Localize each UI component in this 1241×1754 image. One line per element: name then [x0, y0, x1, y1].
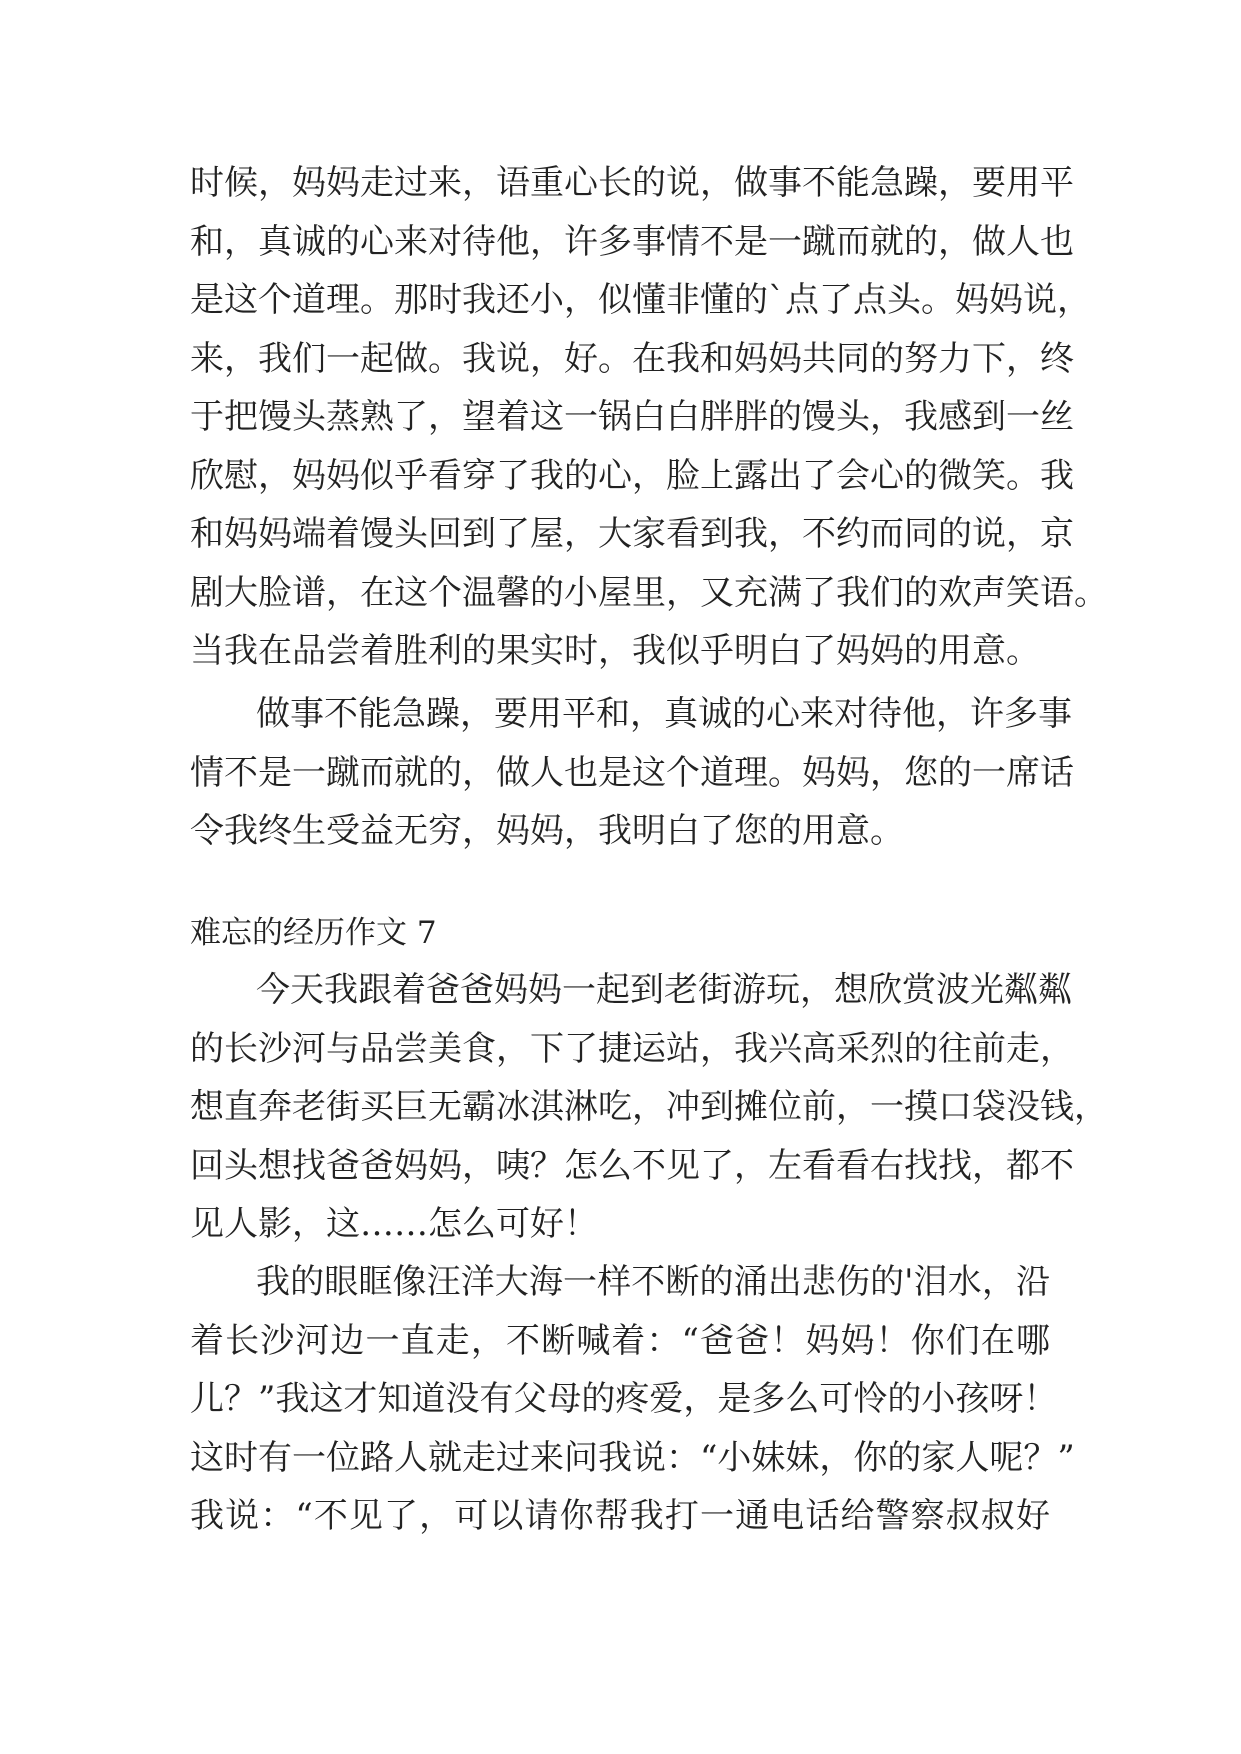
text-line: 令我终生受益无穷，妈妈，我明白了您的用意。 — [190, 811, 904, 851]
text-line: 和，真诚的心来对待他，许多事情不是一蹴而就的，做人也 — [190, 221, 1074, 262]
text-line: 时候，妈妈走过来，语重心长的说，做事不能急躁，要用平 — [190, 163, 1074, 203]
section-heading: 难忘的经历作文 7 — [190, 915, 437, 951]
text-line: 做事不能急躁，要用平和，真诚的心来对待他，许多事 — [256, 694, 1072, 734]
text-line: 今天我跟着爸爸妈妈一起到老街游玩，想欣赏波光粼粼 — [256, 970, 1072, 1010]
text-line: 我的眼眶像汪洋大海一样不断的涌出悲伤的'泪水，沿 — [256, 1262, 1050, 1302]
text-line: 见人影，这……怎么可好！ — [190, 1204, 598, 1244]
paragraph-3 — [190, 961, 1108, 1254]
text-line: 儿？”我这才知道没有父母的疼爱，是多么可怜的小孩呀！ — [190, 1379, 1058, 1419]
text-line: 剧大脸谱，在这个温馨的小屋里，又充满了我们的欢声笑语。 — [190, 572, 1108, 613]
text-line: 的长沙河与品尝美食，下了捷运站，我兴高采烈的往前走， — [190, 1028, 1074, 1069]
text-line: 着长沙河边一直走，不断喊着：“爸爸！妈妈！你们在哪 — [190, 1320, 1050, 1361]
text-line: 这时有一位路人就走过来问我说：“小妹妹，你的家人呢？” — [190, 1437, 1075, 1478]
text-line: 欣慰，妈妈似乎看穿了我的心，脸上露出了会心的微笑。我 — [190, 455, 1074, 496]
text-line: 来，我们一起做。我说，好。在我和妈妈共同的努力下，终 — [190, 338, 1074, 379]
paragraph-4 — [190, 1253, 1075, 1546]
text-line: 情不是一蹴而就的，做人也是这个道理。妈妈，您的一席话 — [190, 752, 1074, 793]
text-line: 是这个道理。那时我还小，似懂非懂的`点了点头。妈妈说， — [190, 280, 1091, 320]
text-line: 当我在品尝着胜利的果实时，我似乎明白了妈妈的用意。 — [190, 631, 1040, 671]
text-line: 于把馒头蒸熟了，望着这一锅白白胖胖的馒头，我感到一丝 — [190, 397, 1074, 437]
paragraph-2 — [190, 685, 1074, 861]
text-line: 我说：“不见了，可以请你帮我打一通电话给警察叔叔好 — [190, 1496, 1050, 1536]
text-line: 想直奔老街买巨无霸冰淇淋吃，冲到摊位前，一摸口袋没钱， — [190, 1087, 1108, 1127]
text-line: 回头想找爸爸妈妈，咦？怎么不见了，左看看右找找，都不 — [190, 1145, 1074, 1186]
paragraph-1 — [190, 154, 1108, 681]
text-line: 和妈妈端着馒头回到了屋，大家看到我，不约而同的说，京 — [190, 514, 1074, 554]
